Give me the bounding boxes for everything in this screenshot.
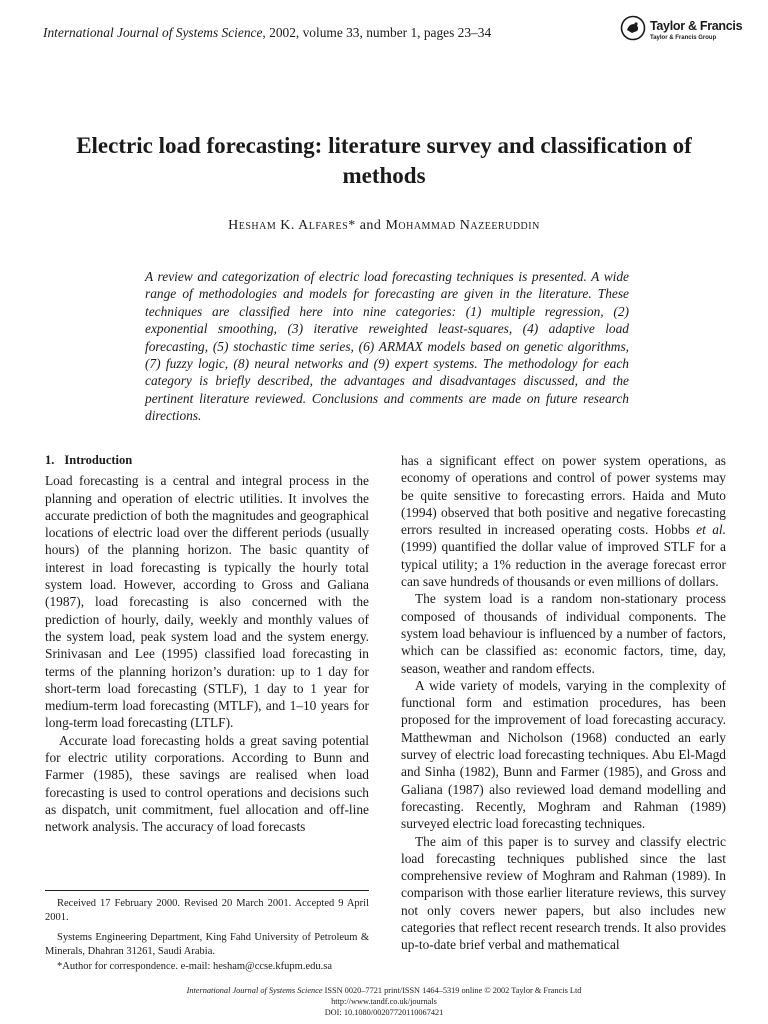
publisher-logo-icon [620, 15, 646, 41]
abstract: A review and categorization of electric load forecasting techniques is presented. A wide range of methodologies and models for forecasting are given in the literature. These techniques are classified here into nine categories: (1) multiple regression, (2) exponential smoothing, (3) iterative reweighted least-squares, (4) adaptive load forecasting, (5) stochastic time series, (6) ARMAX models based on genetic algorithms, (7) fuzzy logic, (8) neural networks and (9) expert systems. The methodology for each category is briefly described, the advantages and disadvantages discussed, and the pertinent literature reviewed. Conclusions and comments are made on future research directions. [145, 269, 629, 424]
intro-paragraph-1: Load forecasting is a central and integral process in the planning and operation of electric utilities. It involves the accurate prediction of both the magnitudes and geographical locations of electric load over the different periods (usually hours) of the planning horizon. The basic quantity of interest in load forecasting is typically the hourly total system load. However, according to Gross and Galiana (1987), load forecasting is also concerned with the prediction of hourly, daily, weekly and monthly values of the system load, peak system load and the system energy. Srinivasan and Lee (1995) classified load forecasting in terms of the planning horizon’s duration: up to 1 day for short-term load forecasting (STLF), 1 day to 1 year for medium-term load forecasting (MTLF), and 1–10 years for long-term load forecasting (LTLF). [45, 473, 369, 731]
footer-journal-name: International Journal of Systems Science [186, 986, 323, 995]
right-column [401, 452, 726, 954]
journal-citation: , 2002, volume 33, number 1, pages 23–34 [262, 25, 492, 40]
right-paragraph-4: The aim of this paper is to survey and classify electric load forecasting techniques published since the last comprehensive review of Moghram and Rahman (1989). In comparison with those earlier literature reviews, this survey not only covers newer papers, but also includes new categories that reflect recent research trends. It also provides up-to-date brief verbal and mathematical [401, 833, 726, 953]
author-1: Hesham K. Alfares [228, 218, 349, 233]
author-2: Mohammad Nazeeruddin [385, 218, 540, 233]
author-conjunction: and [359, 218, 382, 233]
footer-issn: ISSN 0020–7721 print/ISSN 1464–5319 online © 2002 Taylor & Francis Ltd [322, 986, 582, 995]
right-paragraph-1-cont: (1999) quantified the dollar value of improved STLF for a typical utility; a 1% reduction in the average forecast error can save hundreds of thousands or even millions of dollars. [401, 539, 726, 590]
publisher-logo-group: Taylor & Francis Group [650, 35, 717, 41]
journal-name: International Journal of Systems Science [43, 25, 263, 40]
footer-issn-line [0, 985, 768, 996]
section-number: 1. [45, 453, 55, 467]
et-al: et al. [696, 522, 726, 538]
footer-url[interactable]: http://www.tandf.co.uk/journals [331, 997, 437, 1007]
publisher-logo-brand: Taylor & Francis [650, 19, 743, 33]
left-column [45, 452, 369, 836]
publisher-logo [620, 15, 743, 47]
right-paragraph-2: The system load is a random non-stationary process composed of thousands of individual components. The system load behaviour is influenced by a number of factors, which can be classified as: economic factors, time, day, season, weather and random effects. [401, 591, 726, 676]
right-paragraph-1-text: has a significant effect on power system operations, as economy of operations and control of power systems may be quite sensitive to forecasting errors. Haida and Muto (1994) observed that both positive and negative forecasting errors resulted in increased operating costs. Hobbs [401, 453, 726, 538]
author-1-mark: * [348, 218, 356, 233]
footer-doi: DOI: 10.1080/00207720110067421 [324, 1008, 444, 1018]
footnotes [45, 897, 369, 980]
article-authors [40, 218, 728, 234]
footnote-received: Received 17 February 2000. Revised 20 March 2001. Accepted 9 April 2001. [45, 898, 369, 923]
footnote-divider [45, 890, 369, 891]
footnote-correspondence: *Author for correspondence. e-mail: hesham@ccse.kfupm.edu.sa [57, 961, 332, 972]
footnote-affiliation: Systems Engineering Department, King Fahd University of Petroleum & Minerals, Dhahran 31261, Saudi Arabia. [45, 932, 369, 957]
right-paragraph-3: A wide variety of models, varying in the complexity of functional form and estimation procedures, has been proposed for the improvement of load forecasting accuracy. Matthewman and Nicholson (1968) conducted an early survey of electric load forecasting techniques. Abu El-Magd and Sinha (1982), Bunn and Farmer (1985), and Gross and Galiana (1987) also reviewed load demand modelling and forecasting. Recently, Moghram and Rahman (1989) surveyed electric load forecasting techniques. [401, 677, 726, 832]
intro-paragraph-2: Accurate load forecasting holds a great saving potential for electric utility corporations. According to Bunn and Farmer (1985), these savings are realised when load forecasting is used to control operations and decisions such as dispatch, unit commitment, fuel allocation and off-line network analysis. The accuracy of load forecasts [45, 732, 369, 835]
section-heading [45, 452, 369, 469]
journal-header [43, 25, 491, 41]
article-title: Electric load forecasting: literature survey and classification of methods [76, 133, 692, 188]
right-paragraph-1 [401, 452, 726, 590]
page-footer [0, 985, 768, 1019]
section-title: Introduction [64, 453, 133, 467]
